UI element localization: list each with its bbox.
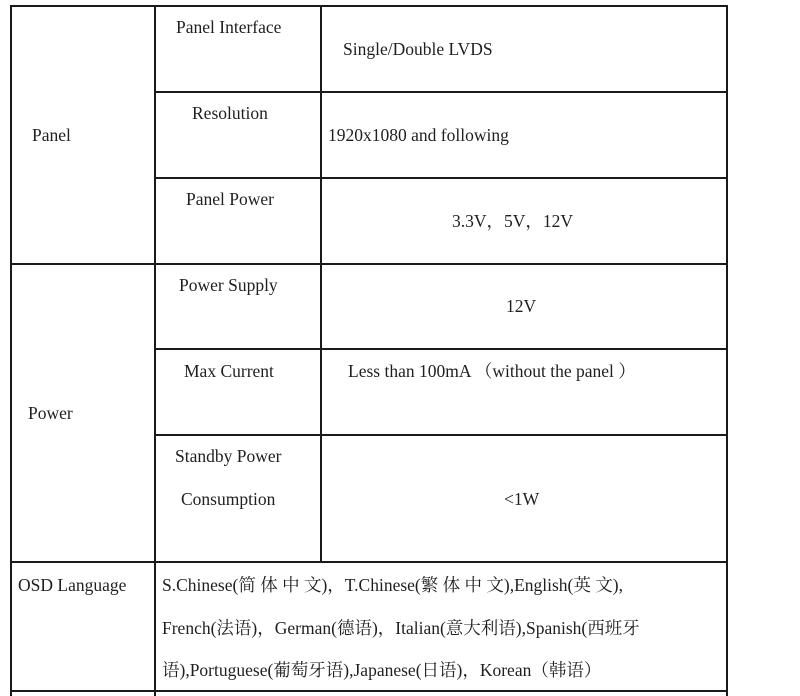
- osd-language-line2: French(法语)，German(德语)，Italian(意大利语),Spanish(西班牙: [162, 618, 640, 638]
- row-divider: [154, 434, 726, 436]
- label-power-supply: Power Supply: [179, 275, 278, 295]
- label-standby-power-line2: Consumption: [181, 489, 276, 509]
- category-osd-language: OSD Language: [18, 575, 127, 595]
- group-divider: [10, 263, 726, 265]
- table-border-left: [10, 5, 12, 696]
- category-power: Power: [28, 403, 73, 423]
- column-divider: [320, 5, 322, 561]
- value-resolution: 1920x1080 and following: [328, 125, 509, 145]
- label-standby-power-line1: Standby Power: [175, 446, 282, 466]
- column-divider: [154, 5, 156, 696]
- label-resolution: Resolution: [192, 103, 268, 123]
- table-border-right: [726, 5, 728, 696]
- value-standby-power: <1W: [504, 489, 540, 509]
- table-border-top: [10, 5, 726, 7]
- group-divider: [10, 690, 726, 692]
- group-divider: [10, 561, 726, 563]
- label-panel-power: Panel Power: [186, 189, 274, 209]
- row-divider: [154, 91, 726, 93]
- osd-language-line1: S.Chinese(简 体 中 文)，T.Chinese(繁 体 中 文),English(英 文),: [162, 575, 623, 595]
- row-divider: [154, 348, 726, 350]
- value-max-current: Less than 100mA （without the panel ）: [348, 361, 636, 381]
- value-power-supply: 12V: [506, 296, 537, 316]
- label-max-current: Max Current: [184, 361, 274, 381]
- osd-language-line3: 语),Portuguese(葡萄牙语),Japanese(日语)，Korean（韩语）: [162, 660, 602, 680]
- label-panel-interface: Panel Interface: [176, 17, 282, 37]
- value-panel-power: 3.3V，5V，12V: [452, 211, 574, 231]
- row-divider: [154, 177, 726, 179]
- value-panel-interface: Single/Double LVDS: [343, 39, 493, 59]
- category-panel: Panel: [32, 125, 71, 145]
